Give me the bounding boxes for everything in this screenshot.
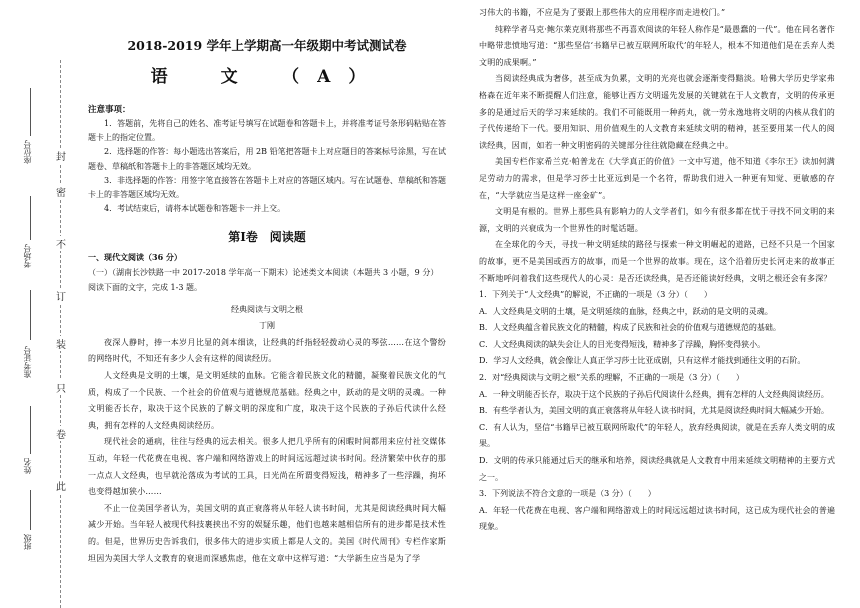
name-label: 姓名 <box>23 458 32 474</box>
seal-char: 不 <box>56 236 66 251</box>
article-paragraph: 在全球化的今天，寻找一种文明延续的路径与探索一种文明崛起的道路，已经不只是一个国家的故事，更不是美国或西方的故事，而是一个世界的故事。现在，这个沿着历史长河走来的故事正不断地呼问着我们这些现代人的心灵：是否还读经典，是否还能读好经典，文明之根还会有多深？ <box>479 240 835 283</box>
notice-item: 4．考试结束后，请将本试题卷和答题卡一并上交。 <box>104 204 286 214</box>
admission-number-line[interactable] <box>30 290 31 340</box>
question-stem: 2．对“经典阅读与文明之根”关系的理解，不正确的一项是（3 分）（ ） <box>479 373 744 383</box>
question-option: A．一种文明能否长存，取决于这个民族的子孙后代阅读什么经典，拥有怎样的人文经典阅读经历。 <box>479 389 829 399</box>
left-column <box>88 36 446 567</box>
article-continuation: 习伟大的书籍，不应是为了要跟上那些伟大的应用程序而走进校门。” <box>479 8 726 17</box>
seat-number-line[interactable] <box>30 88 31 136</box>
notice-item: 1．答题前，先将自己的姓名、准考证号填写在试题卷和答题卡上，并将准考证号条形码粘贴在答题卡上的指定位置。 <box>88 119 446 143</box>
question-option: B．有些学者认为，美国文明的真正衰落将从年轻人读书时间，尤其是阅读经典时间大幅减少开始。 <box>479 406 829 416</box>
notice-item: 3．非选择题的作答：用签字笔直接答在答题卡上对应的答题区域内。写在试题卷、草稿纸和答题卡上的非答题区域均无效。 <box>88 175 446 200</box>
question-stem: 3．下列说法不符合文意的一项是（3 分）（ ） <box>479 489 656 499</box>
binding-margin <box>0 60 80 608</box>
seal-char: 装 <box>56 336 66 351</box>
name-line[interactable] <box>30 406 31 454</box>
reading-intro: （一）（湖南长沙铁路一中 2017-2018 学年高一下期末）论述类文本阅读（本题共 3 小题，9 分） <box>88 268 439 278</box>
reading-instruction: 阅读下面的文字，完成 1-3 题。 <box>88 282 202 292</box>
seal-char: 订 <box>56 288 66 303</box>
seat-number-label: 座位号 <box>23 140 32 164</box>
binding-dashed-line <box>60 60 61 608</box>
class-line[interactable] <box>30 490 31 530</box>
seal-char: 此 <box>56 478 66 493</box>
question-option: C．有人认为，坚信“书籍早已被互联网所取代”的年轻人，放弃经典阅读，就是在丢弃人类文明的成果。 <box>479 422 835 449</box>
article-paragraph: 不止一位美国学者认为，美国文明的真正衰落将从年轻人读书时间，尤其是阅读经典时间大幅减少开始。当年轻人被现代科技裹挟出不穷的娱疑乐趣，他们也越来越相信所有的进步都是技术性的。但是，世界历史告诉我们，很多伟大的进步实质上都是人文的。美国《时代周刊》专栏作家斯坦因为美国大学人文教育的衰退而深感焦虑，他在文章中这样写道：“大学新生应当是为了学 <box>88 503 446 563</box>
exam-room-label: 考场号 <box>23 244 32 268</box>
article-title: 经典阅读与文明之根 <box>231 304 303 314</box>
question-option: B．人文经典蕴含着民族文化的精髓，构成了民族和社会的价值观与道德规范的基础。 <box>479 323 781 333</box>
part-title: 第Ⅰ卷 阅读题 <box>228 230 306 245</box>
admission-number-label: 准考证号 <box>23 346 32 378</box>
question-option: D．文明的传承只能通过后天的继承和培养，阅读经典就是人文教育中用来延续文明精神的主要方式之一。 <box>479 456 835 482</box>
article-paragraph: 文明是有根的。世界上那些具有影响力的人文学者们，如今有很多都在忧于寻找不同文明的来源，文明的兴衰成为一个世界性的时髦话题。 <box>479 207 835 233</box>
seal-char: 密 <box>56 184 66 199</box>
notice-heading: 注意事项： <box>88 105 131 115</box>
seal-char: 只 <box>56 380 66 395</box>
question-option: A．年轻一代花费在电视、客户端和网络游戏上的时间远远超过读书时间，这已成为现代社会的普遍现象。 <box>479 505 835 532</box>
exam-title: 2018-2019 学年上学期高一年级期中考试测试卷 <box>127 38 407 53</box>
article-paragraph: 美国专栏作家希兰克·帕普龙在《大学真正的价值》一文中写道，他不知道《李尔王》读加何满足劳动力的需求，但是学习莎士比亚远到是一个名符，帮助我们进入一种更有知觉、更敏感的存在，“大学就应当是这样一座金矿”。 <box>479 157 835 200</box>
question-stem: 1．下列关于“人文经典”的解说，不正确的一项是（3 分）（ ） <box>479 290 712 300</box>
exam-room-line[interactable] <box>30 196 31 240</box>
subject-title: 语 文 （A） <box>150 67 384 87</box>
question-option: C．人文经典阅读的缺失会让人的目光变得短浅，精神多了浮躁，胸怀变得狭小。 <box>479 339 766 349</box>
article-paragraph: 纯粹学者马克·鲍尔莱克则将那些不再喜欢阅读的年轻人称作是“最愚蠢的一代”。他在同名著作中略带悲愤地写道：“那些坚信‘书籍早已被互联网所取代’的年轻人，根本不知道他们是在丢弃人类文明的成果啊。” <box>479 24 835 67</box>
article-paragraph: 夜深人静时，捧一本岁月比显的剑本细读，让经典的纤指轻轻拨动心灵的琴弦……在这个警纷的网络时代，不知还有多少人会有这样的阅读经历。 <box>88 337 446 364</box>
notice-item: 2．选择题的作答：每小题选出答案后，用 2B 铅笔把答题卡上对应题目的答案标号涂黑，写在试题卷、草稿纸和答题卡上的非答题区域均无效。 <box>88 147 446 171</box>
question-option: A．人文经典是文明的土壤，是文明延续的血脉，经典之中，跃动的是文明的灵魂。 <box>479 306 773 316</box>
right-column <box>479 5 835 536</box>
article-author: 丁刚 <box>259 320 275 330</box>
class-label: 班级 <box>23 534 32 550</box>
section-heading: 一、现代文阅读（36 分） <box>88 252 182 263</box>
article-paragraph: 当阅读经典成为奢侈，甚至成为负累，文明的光亮也就会逐渐变得黯淡。哈佛大学历史学家弗格森在近年来不断提醒人们注意，能够让西方文明遥先发展的关键就在于人文教育，文明的传承更多的是通过后天的学习来延续的。我们不可能既用一种药丸，就一劳永逸地将文明的内核从我们的子代传递给下一代。要用知识、用价值观生的人文教育来延续文明的精神，甚至要用某一代人的阅读经典，因而，如若一种文明密码的关键部分往往就隐藏在经典之中。 <box>479 74 835 150</box>
question-option: D．学习人文经典，就会像让人真正学习莎士比亚成剧，只有这样才能找到通往文明的石阶。 <box>479 356 806 366</box>
seal-char: 卷 <box>56 426 66 441</box>
seal-char: 封 <box>56 148 66 163</box>
article-paragraph: 现代社会的通病，往往与经典的远去相关。很多人把几乎所有的闲暇时间都用来应付社交媒体互动，年轻一代花费在电视、客户端和网络游戏上的时间远远超过读书时间。经济繁荣中伙存的那一点点人文经典，也早就沦落成为考试的工具，日光尚在所谓变得短浅，精神多了一些浮躁，拘坏也变得越加狭小…… <box>88 437 446 497</box>
article-paragraph: 人文经典是文明的土壤，是文明延续的血脉。它能含着民族文化的精髓，凝聚着民族文化的气质，构成了一个民族、一个社会的价值观与道德规范基础。经典之中，跃动的是文明的灵魂。一种文明能否长存，取决于这个民族的了解文明的深度和广度，取决于这个民族的子孙后代读什么经典，拥有怎样的人文经典阅读经历。 <box>88 371 446 430</box>
